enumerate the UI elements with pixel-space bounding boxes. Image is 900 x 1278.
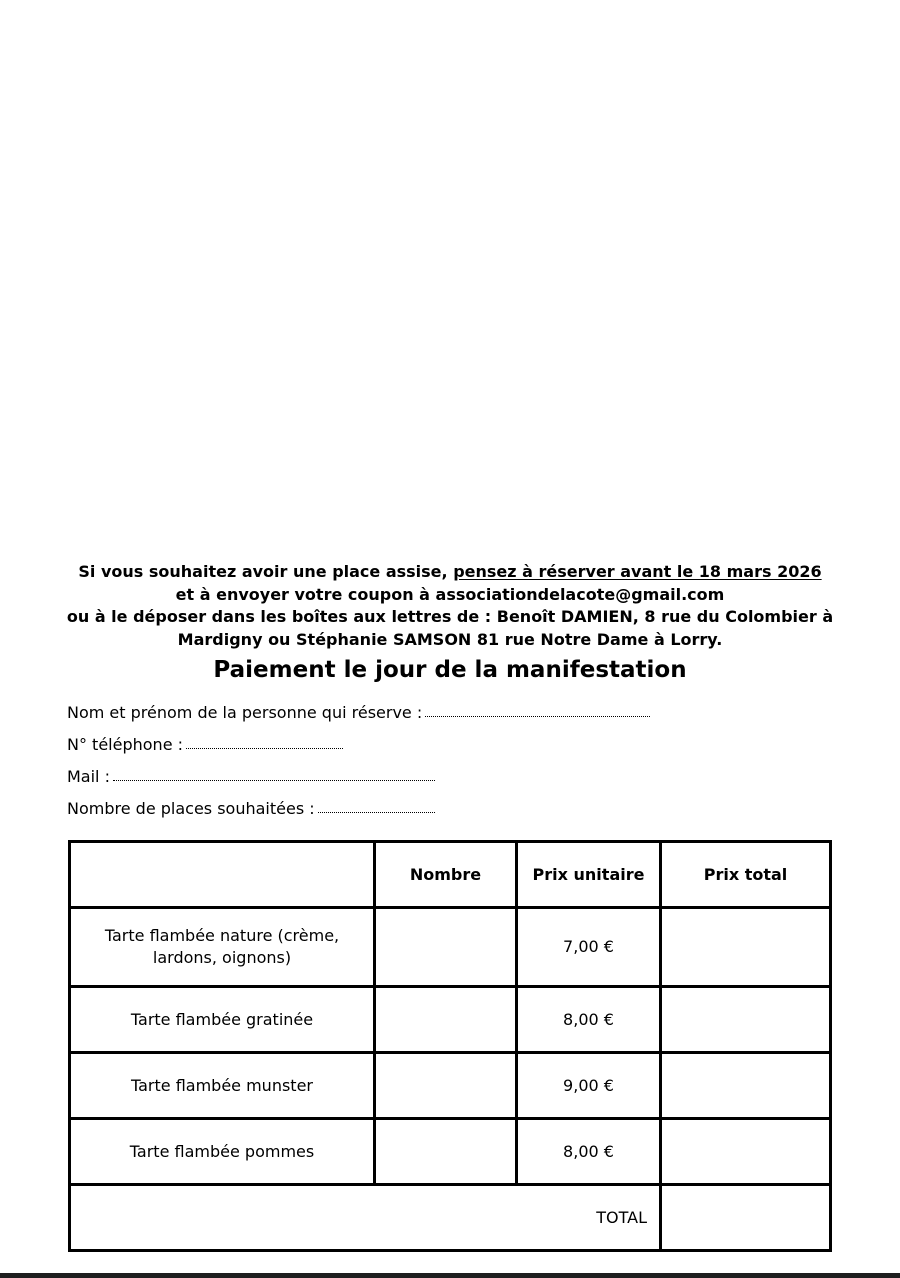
reservation-instructions	[40, 561, 860, 652]
table-row	[70, 1053, 831, 1119]
places-fill-line[interactable]	[318, 812, 435, 813]
reservation-deadline: pensez à réserver avant le 18 mars 2026	[453, 562, 822, 581]
unit-price-cell: 7,00 €	[517, 908, 661, 987]
quantity-cell[interactable]	[375, 987, 517, 1053]
header-unit-price: Prix unitaire	[517, 842, 661, 908]
phone-field[interactable]	[67, 732, 827, 764]
header-quantity: Nombre	[375, 842, 517, 908]
order-table	[68, 840, 832, 1252]
quantity-cell[interactable]	[375, 1119, 517, 1185]
name-fill-line[interactable]	[425, 716, 650, 717]
places-field[interactable]	[67, 796, 827, 828]
table-header-row	[70, 842, 831, 908]
page-title: Paiement le jour de la manifestation	[213, 657, 687, 683]
product-name: Tarte flambée munster	[70, 1053, 375, 1119]
instructions-line-1: Si vous souhaitez avoir une place assise, pensez à réserver avant le 18 mars 2026	[78, 562, 822, 581]
mail-label: Mail :	[67, 767, 110, 786]
mail-field[interactable]	[67, 764, 827, 796]
name-field[interactable]	[67, 700, 827, 732]
table-row	[70, 987, 831, 1053]
table-row	[70, 1119, 831, 1185]
places-label: Nombre de places souhaitées :	[67, 799, 315, 818]
quantity-cell[interactable]	[375, 1053, 517, 1119]
header-total-price: Prix total	[661, 842, 831, 908]
unit-price-cell: 8,00 €	[517, 987, 661, 1053]
product-name: Tarte flambée gratinée	[70, 987, 375, 1053]
total-price-cell[interactable]	[661, 1053, 831, 1119]
grand-total-cell[interactable]	[661, 1185, 831, 1251]
instructions-line-3: ou à le déposer dans les boîtes aux lettres de : Benoît DAMIEN, 8 rue du Colombier à	[66, 607, 834, 627]
phone-label: N° téléphone :	[67, 735, 184, 754]
mail-fill-line[interactable]	[113, 780, 435, 781]
product-name: Tarte flambée nature (crème, lardons, oignons)	[70, 908, 375, 987]
unit-price-cell: 8,00 €	[517, 1119, 661, 1185]
header-product	[70, 842, 375, 908]
total-price-cell[interactable]	[661, 908, 831, 987]
total-price-cell[interactable]	[661, 1119, 831, 1185]
total-price-cell[interactable]	[661, 987, 831, 1053]
reservation-form	[67, 700, 827, 828]
bottom-border	[0, 1273, 900, 1278]
table-row	[70, 908, 831, 987]
table-total-row	[70, 1185, 831, 1251]
unit-price-cell: 9,00 €	[517, 1053, 661, 1119]
product-name: Tarte flambée pommes	[70, 1119, 375, 1185]
quantity-cell[interactable]	[375, 908, 517, 987]
instructions-line-2: et à envoyer votre coupon à associationdelacote@gmail.com	[175, 584, 725, 604]
instructions-line-4: Mardigny ou Stéphanie SAMSON 81 rue Notre Dame à Lorry.	[177, 630, 723, 650]
blank-upper-area	[0, 0, 900, 555]
phone-fill-line[interactable]	[186, 748, 343, 749]
total-label: TOTAL	[70, 1185, 661, 1251]
name-label: Nom et prénom de la personne qui réserve :	[67, 703, 423, 722]
